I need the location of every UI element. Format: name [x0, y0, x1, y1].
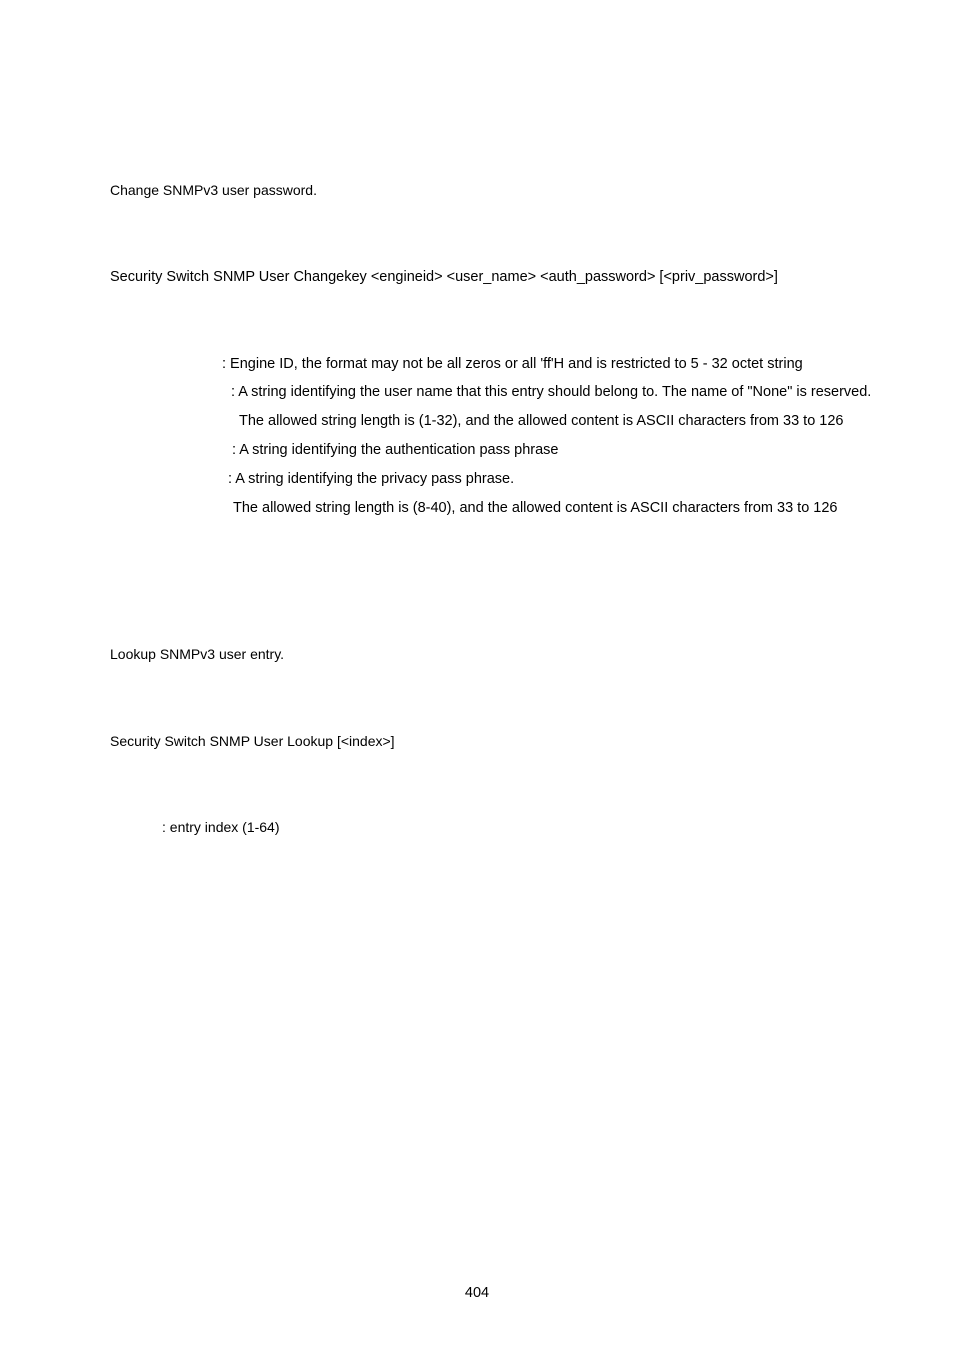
param-auth-password-desc: : A string identifying the authentication pass phrase: [232, 442, 559, 458]
lookup-syntax: Security Switch SNMP User Lookup [<index>]: [110, 733, 395, 749]
lookup-description: Lookup SNMPv3 user entry.: [110, 646, 285, 662]
param-priv-password-length: The allowed string length is (8-40), and the allowed content is ASCII characters from 33 to 126: [233, 500, 838, 516]
param-user-name-length: The allowed string length is (1-32), and the allowed content is ASCII characters from 33 to 126: [239, 413, 844, 429]
page-number: 404: [464, 1285, 490, 1301]
param-index-desc: : entry index (1-64): [162, 819, 280, 835]
changekey-syntax: Security Switch SNMP User Changekey <engineid> <user_name> <auth_password> [<priv_password>]: [110, 269, 778, 285]
changekey-description: Change SNMPv3 user password.: [110, 182, 317, 198]
param-engineid-desc: : Engine ID, the format may not be all zeros or all 'ff'H and is restricted to 5 - 32 octet string: [222, 356, 803, 372]
param-priv-password-desc: : A string identifying the privacy pass phrase.: [228, 471, 515, 487]
param-user-name-desc: : A string identifying the user name that this entry should belong to. The name of "None" is reserved.: [231, 384, 872, 400]
